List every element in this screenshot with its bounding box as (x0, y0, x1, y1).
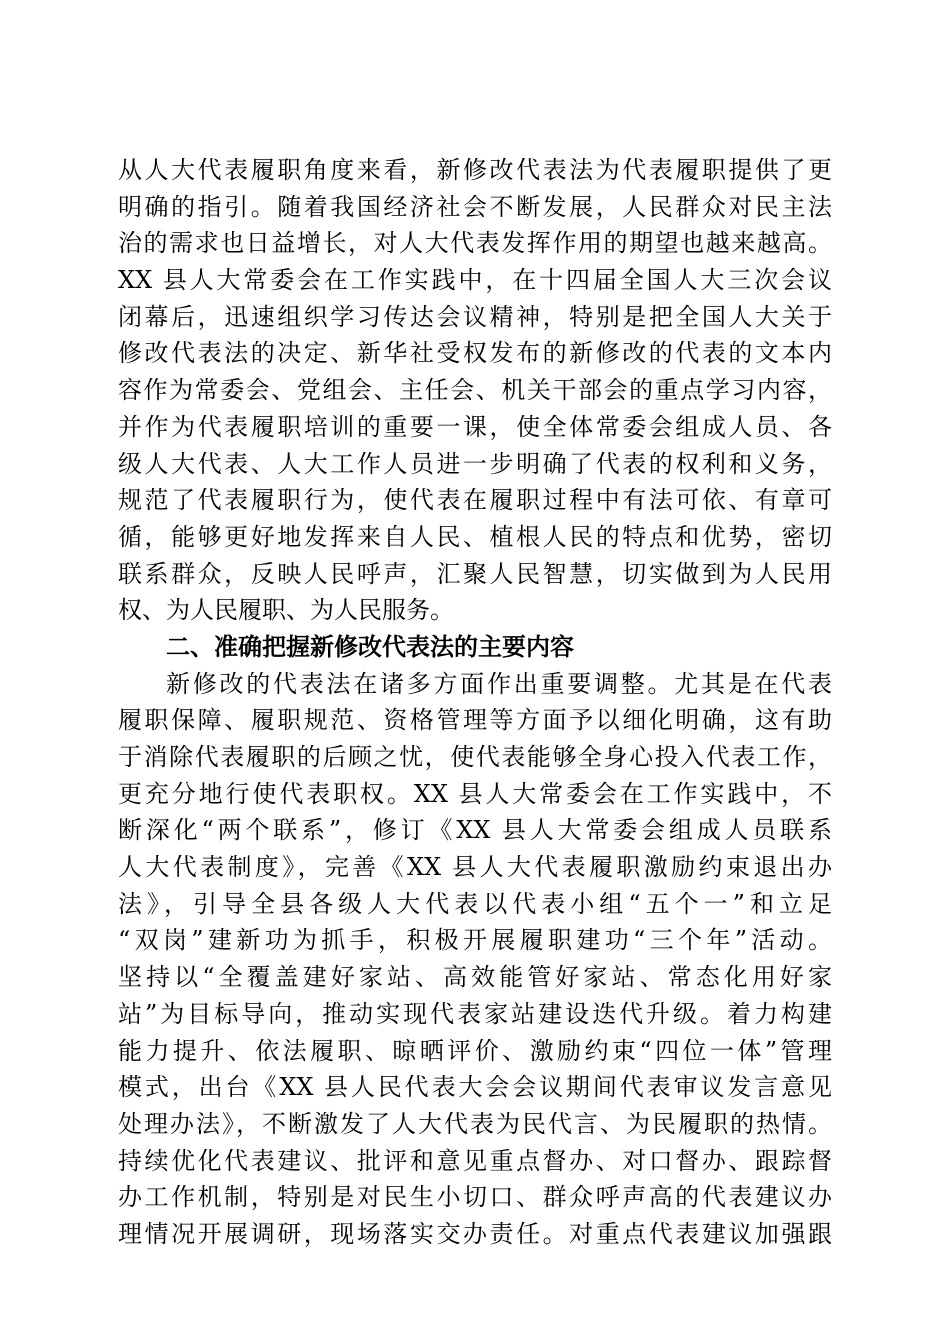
text-line: 法》，引导全县各级人大代表以代表小组“五个一”和立足 (118, 889, 832, 918)
text-line: 并作为代表履职培训的重要一课，使全体常委会组成人员、各 (118, 412, 832, 441)
text-line: 从人大代表履职角度来看，新修改代表法为代表履职提供了更 (118, 156, 832, 184)
text-line: 级人大代表、人大工作人员进一步明确了代表的权利和义务， (118, 449, 832, 478)
text-line: 闭幕后，迅速组织学习传达会议精神，特别是把全国人大关于 (118, 302, 832, 331)
document-body (118, 152, 832, 1253)
text-line: 明确的指引。随着我国经济社会不断发展，人民群众对民主法 (118, 192, 832, 221)
text-line: 模式，出台《XX 县人民代表大会会议期间代表审议发言意见 (118, 1073, 832, 1102)
text-line: 新修改的代表法在诸多方面作出重要调整。尤其是在代表 (166, 669, 832, 698)
text-line: 坚持以“全覆盖建好家站、高效能管好家站、常态化用好家 (118, 963, 832, 992)
text-line: 持续优化代表建议、批评和意见重点督办、对口督办、跟踪督 (118, 1146, 832, 1175)
text-line: 能力提升、依法履职、晾晒评价、激励约束“四位一体”管理 (118, 1036, 832, 1065)
text-line: 办工作机制，特别是对民生小切口、群众呼声高的代表建议办 (118, 1183, 832, 1212)
text-line: 规范了代表履职行为，使代表在履职过程中有法可依、有章可 (118, 486, 832, 515)
text-line: “双岗”建新功为抓手，积极开展履职建功“三个年”活动。 (118, 926, 832, 955)
text-line: 更充分地行使代表职权。XX 县人大常委会在工作实践中，不 (118, 779, 832, 808)
text-line: 断深化“两个联系”，修订《XX 县人大常委会组成人员联系 (118, 816, 832, 845)
text-line: 理情况开展调研，现场落实交办责任。对重点代表建议加强跟 (118, 1219, 832, 1248)
text-line: 站”为目标导向，推动实现代表家站建设迭代升级。着力构建 (118, 999, 832, 1028)
text-line: 修改代表法的决定、新华社受权发布的新修改的代表的文本内 (118, 339, 832, 368)
text-line: 容作为常委会、党组会、主任会、机关干部会的重点学习内容， (118, 376, 832, 405)
text-line: 联系群众，反映人民呼声，汇聚人民智慧，切实做到为人民用 (118, 559, 832, 588)
text-line: 循，能够更好地发挥来自人民、植根人民的特点和优势，密切 (118, 522, 832, 551)
paragraph-1 (118, 152, 832, 629)
text-line: 人大代表制度》，完善《XX 县人大代表履职激励约束退出办 (118, 853, 832, 882)
text-line: 治的需求也日益增长，对人大代表发挥作用的期望也越来越高。 (118, 229, 832, 258)
text-line: 于消除代表履职的后顾之忧，使代表能够全身心投入代表工作， (118, 743, 832, 771)
section-heading: 二、准确把握新修改代表法的主要内容 (166, 632, 574, 661)
text-line: 履职保障、履职规范、资格管理等方面予以细化明确，这有助 (118, 706, 832, 735)
text-line: 处理办法》，不断激发了人大代表为民代言、为民履职的热情。 (118, 1109, 832, 1138)
text-line: 权、为人民履职、为人民服务。 (118, 596, 454, 625)
text-line: XX 县人大常委会在工作实践中，在十四届全国人大三次会议 (118, 266, 832, 295)
paragraph-2 (118, 666, 832, 1253)
